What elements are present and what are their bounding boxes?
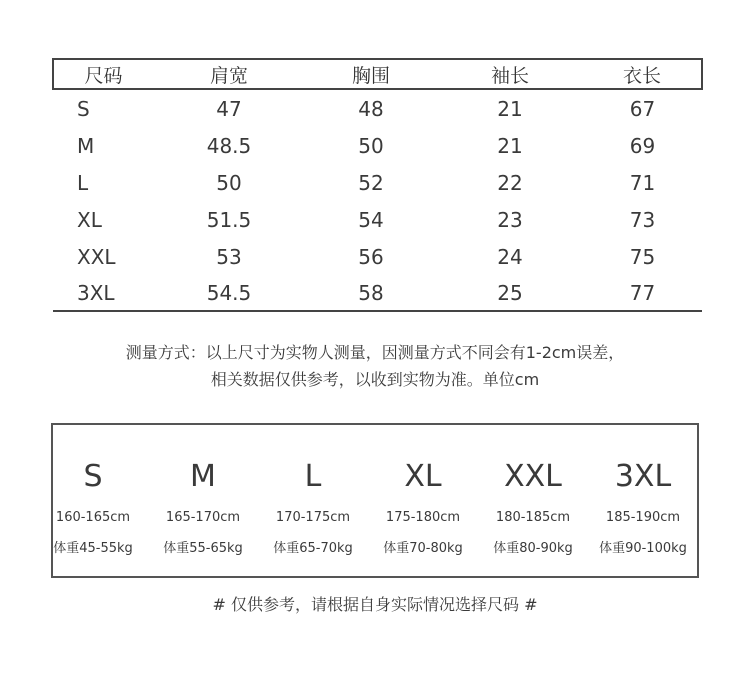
recommendation-column [38, 425, 148, 576]
recommendation-weight: 体重70-80kg [383, 541, 463, 556]
recommendation-height: 185-190cm [605, 510, 681, 525]
cell-size: S [77, 96, 90, 121]
size-table [52, 58, 703, 312]
cell-chest: 50 [358, 133, 384, 158]
cell-shoulder: 47 [216, 96, 242, 121]
cell-sleeve: 23 [497, 207, 523, 232]
recommendation-column [148, 425, 258, 576]
cell-length: 75 [629, 244, 656, 269]
recommendation-height: 165-170cm [165, 510, 241, 525]
cell-length: 67 [629, 96, 656, 121]
recommendation-height: 160-165cm [55, 510, 131, 525]
cell-size: 3XL [53, 275, 153, 311]
cell-shoulder: 53 [216, 244, 242, 269]
reference-footer: # 仅供参考，请根据自身实际情况选择尺码 # [212, 595, 538, 614]
recommendation-height: 180-185cm [495, 510, 571, 525]
table-row [53, 164, 702, 201]
cell-chest: 48 [358, 96, 384, 121]
recommendation-size: S [83, 459, 103, 494]
cell-size: XXL [77, 244, 116, 269]
cell-chest: 56 [358, 244, 384, 269]
header-sleeve: 袖长 [437, 59, 583, 89]
recommendation-size: 3XL [614, 459, 672, 494]
cell-chest: 58 [305, 275, 437, 311]
cell-shoulder: 51.5 [206, 207, 252, 232]
header-shoulder: 肩宽 [153, 59, 305, 89]
cell-size: XL [77, 207, 102, 232]
cell-length: 71 [629, 170, 656, 195]
recommendation-weight: 体重80-90kg [493, 541, 573, 556]
cell-size: L [77, 170, 89, 195]
cell-shoulder: 50 [216, 170, 242, 195]
recommendation-weight: 体重65-70kg [273, 541, 353, 556]
cell-shoulder: 48.5 [206, 133, 252, 158]
table-row [53, 201, 702, 238]
recommendation-weight: 体重55-65kg [163, 541, 243, 556]
cell-length: 73 [629, 207, 656, 232]
table-row [53, 89, 702, 127]
measurement-note-line-1: 测量方式：以上尺寸为实物人测量，因测量方式不同会有1-2cm误差， [125, 343, 625, 362]
table-row [53, 275, 702, 311]
header-length: 衣长 [583, 59, 702, 89]
table-row [53, 127, 702, 164]
recommendation-height: 170-175cm [275, 510, 351, 525]
cell-length: 77 [583, 275, 702, 311]
cell-sleeve: 22 [497, 170, 523, 195]
cell-chest: 52 [358, 170, 384, 195]
recommendation-column [258, 425, 368, 576]
cell-size: M [77, 133, 95, 158]
cell-length: 69 [629, 133, 656, 158]
recommendation-column [478, 425, 588, 576]
table-header-row [53, 59, 702, 89]
size-recommendation-box [51, 423, 699, 578]
recommendation-weight: 体重45-55kg [53, 541, 133, 556]
recommendation-size: XXL [504, 459, 562, 494]
table-row [53, 238, 702, 275]
cell-sleeve: 21 [497, 133, 523, 158]
recommendation-weight: 体重90-100kg [599, 541, 687, 556]
cell-sleeve: 21 [497, 96, 523, 121]
recommendation-size: L [304, 459, 322, 494]
recommendation-column [368, 425, 478, 576]
recommendation-height: 175-180cm [385, 510, 461, 525]
cell-sleeve: 25 [437, 275, 583, 311]
recommendation-column [588, 425, 698, 576]
header-chest: 胸围 [305, 59, 437, 89]
recommendation-size: M [190, 459, 216, 494]
cell-sleeve: 24 [497, 244, 523, 269]
recommendation-size: XL [404, 459, 442, 494]
cell-shoulder: 54.5 [153, 275, 305, 311]
cell-chest: 54 [358, 207, 384, 232]
measurement-note-line-2: 相关数据仅供参考，以收到实物为准。单位cm [210, 370, 540, 389]
header-size: 尺码 [53, 59, 153, 89]
